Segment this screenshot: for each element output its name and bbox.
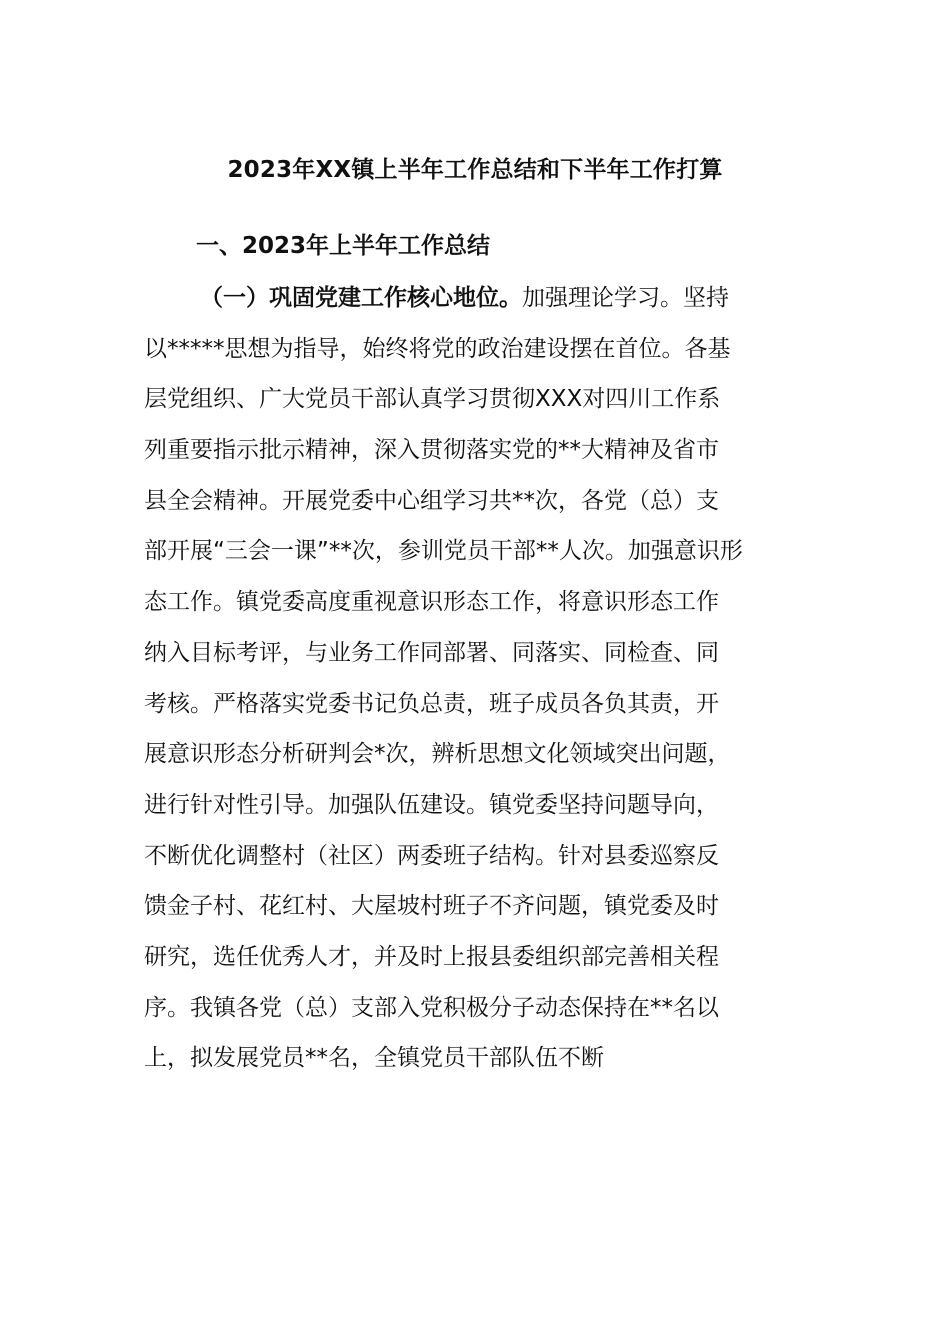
paragraph-line: 纳入目标考评，与业务工作同部署、同落实、同检查、同 (144, 639, 719, 666)
paragraph-line: 部开展“三会一课”**次，参训党员干部**人次。加强意识形 (144, 538, 743, 565)
paragraph-line: 态工作。镇党委高度重视意识形态工作，将意识形态工作 (144, 589, 719, 616)
paragraph-line (144, 280, 812, 331)
paragraph-line: 展意识形态分析研判会*次，辨析思想文化领域突出问题， (144, 741, 731, 768)
paragraph-line: 不断优化调整村（社区）两委班子结构。针对县委巡察反 (144, 842, 719, 869)
paragraph-text: 加强理论学习。坚持 (522, 285, 729, 311)
paragraph-line: 进行针对性引导。加强队伍建设。镇党委坚持问题导向， (144, 791, 719, 818)
paragraph-line: 上，拟发展党员**名，全镇党员干部队伍不断 (144, 1045, 604, 1072)
paragraph-line: 列重要指示批示精神，深入贯彻落实党的**大精神及省市 (144, 437, 719, 464)
paragraph-line: 考核。严格落实党委书记负总责，班子成员各负其责，开 (144, 690, 719, 717)
paragraph-line: 县全会精神。开展党委中心组学习共**次，各党（总）支 (144, 487, 719, 514)
paragraph-line: 层党组织、广大党员干部认真学习贯彻XXX对四川工作系 (144, 386, 721, 413)
paragraph-line: 序。我镇各党（总）支部入党积极分子动态保持在**名以 (144, 994, 719, 1021)
paragraph-line: 以*****思想为指导，始终将党的政治建设摆在首位。各基 (144, 335, 731, 362)
paragraph-line: 研究，选任优秀人才，并及时上报县委组织部完善相关程 (144, 943, 719, 970)
document-title: 2023年XX镇上半年工作总结和下半年工作打算 (227, 157, 723, 183)
sub-heading: （一）巩固党建工作核心地位。 (200, 285, 522, 311)
body-text (144, 280, 812, 1091)
section-heading: 一、2023年上半年工作总结 (196, 233, 491, 259)
paragraph-line: 馈金子村、花红村、大屋坡村班子不齐问题，镇党委及时 (144, 893, 719, 920)
